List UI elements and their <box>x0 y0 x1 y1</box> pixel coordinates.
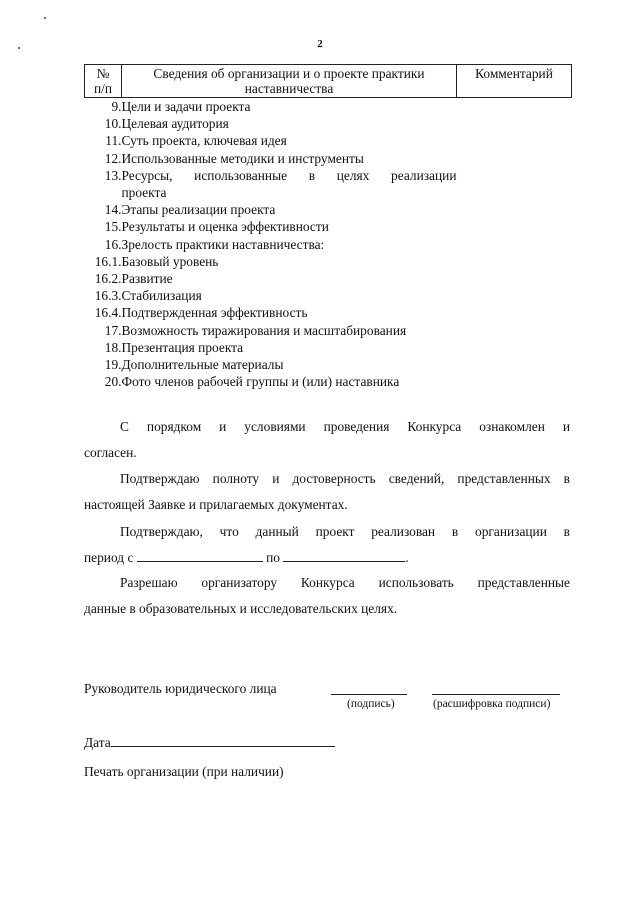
row-comment <box>457 270 572 287</box>
row-comment <box>457 167 572 201</box>
row-text: Целевая аудитория <box>121 116 229 132</box>
table-row <box>85 253 572 270</box>
paragraph-permission: Разрешаю организатору Конкурса использовать представленные данные в образовательных и исследовательских целях. <box>84 575 570 616</box>
table-row <box>85 150 572 167</box>
row-text: Возможность тиражирования и масштабирования <box>121 322 407 338</box>
header-number: № п/п <box>85 65 122 98</box>
scan-artifact-dot <box>44 17 46 19</box>
table-row <box>85 98 572 116</box>
table-row <box>85 236 572 253</box>
table-row <box>85 270 572 287</box>
row-comment <box>457 356 572 373</box>
table-row <box>85 115 572 132</box>
project-info-table <box>84 64 572 390</box>
row-number: 16.3. <box>94 288 122 304</box>
row-text: Использованные методики и инструменты <box>121 150 364 166</box>
row-number: 20. <box>104 374 122 390</box>
row-text: Дополнительные материалы <box>121 357 284 373</box>
row-text: Презентация проекта <box>121 339 244 355</box>
table-row <box>85 304 572 321</box>
row-comment <box>457 339 572 356</box>
row-comment <box>457 150 572 167</box>
row-text: Базовый уровень <box>121 253 219 269</box>
header-info: Сведения об организации и о проекте практики наставничества <box>122 65 457 98</box>
signature-decoding-caption: (расшифровка подписи) <box>433 698 551 710</box>
signature-field[interactable] <box>331 694 407 695</box>
row-number: 16.1. <box>94 253 122 269</box>
signature-label: Руководитель юридического лица <box>84 681 277 696</box>
row-comment <box>457 132 572 149</box>
page-number: 2 <box>317 38 323 50</box>
row-text: Фото членов рабочей группы и (или) наставника <box>121 374 400 390</box>
row-comment <box>457 218 572 235</box>
row-text: Стабилизация <box>121 288 202 304</box>
date-field[interactable] <box>111 734 335 747</box>
paragraph-implementation: Подтверждаю, что данный проект реализован в организации в период с по . <box>84 524 570 565</box>
row-number: 14. <box>104 202 122 218</box>
row-text: Результаты и оценка эффективности <box>121 219 329 235</box>
row-number: 19. <box>104 357 122 373</box>
row-comment <box>457 304 572 321</box>
row-number: 13. <box>104 167 122 183</box>
row-comment <box>457 115 572 132</box>
period-line: период с по . <box>84 550 409 565</box>
row-comment <box>457 236 572 253</box>
row-number: 9. <box>111 99 122 114</box>
row-number: 15. <box>104 219 122 235</box>
period-end-field[interactable] <box>283 549 405 562</box>
row-text: Зрелость практики наставничества: <box>121 236 325 252</box>
table-row <box>85 373 572 390</box>
paragraph-confirmation: Подтверждаю полноту и достоверность сведений, представленных в настоящей Заявке и прилагаемых документах. <box>84 471 570 512</box>
date-label: Дата <box>84 735 111 750</box>
table-body <box>85 98 572 391</box>
table-row <box>85 201 572 218</box>
row-number: 10. <box>104 116 122 132</box>
header-comment: Комментарий <box>457 65 572 98</box>
row-number: 17. <box>104 322 122 338</box>
row-number: 16. <box>104 236 122 252</box>
row-comment <box>457 322 572 339</box>
row-comment <box>457 253 572 270</box>
table-row <box>85 167 572 201</box>
signature-caption: (подпись) <box>347 698 395 710</box>
table-row <box>85 132 572 149</box>
row-text: Подтвержденная эффективность <box>121 305 308 321</box>
table-row <box>85 218 572 235</box>
row-text: Развитие <box>121 271 173 287</box>
table-row <box>85 287 572 304</box>
stamp-label: Печать организации (при наличии) <box>84 764 284 779</box>
row-number: 18. <box>104 339 122 355</box>
table-row <box>85 339 572 356</box>
table-header-row <box>85 65 572 98</box>
paragraph-acknowledgement: С порядком и условиями проведения Конкурса ознакомлен и согласен. <box>84 419 570 460</box>
row-number: 11. <box>105 133 122 149</box>
signature-decoding-field[interactable] <box>432 694 560 695</box>
row-number: 12. <box>104 150 122 166</box>
row-number: 16.2. <box>94 271 122 287</box>
date-row <box>84 734 335 751</box>
table-row <box>85 356 572 373</box>
table-row <box>85 322 572 339</box>
row-text: Этапы реализации проекта <box>121 202 276 218</box>
row-comment <box>457 201 572 218</box>
period-start-field[interactable] <box>137 549 263 562</box>
row-text: Суть проекта, ключевая идея <box>121 133 287 149</box>
row-number: 16.4. <box>94 305 122 321</box>
row-comment <box>457 287 572 304</box>
row-text: Цели и задачи проекта <box>121 99 251 114</box>
row-text: Ресурсы, использованные в целях реализации проекта <box>121 167 457 201</box>
row-comment <box>457 98 572 116</box>
row-comment <box>457 373 572 390</box>
